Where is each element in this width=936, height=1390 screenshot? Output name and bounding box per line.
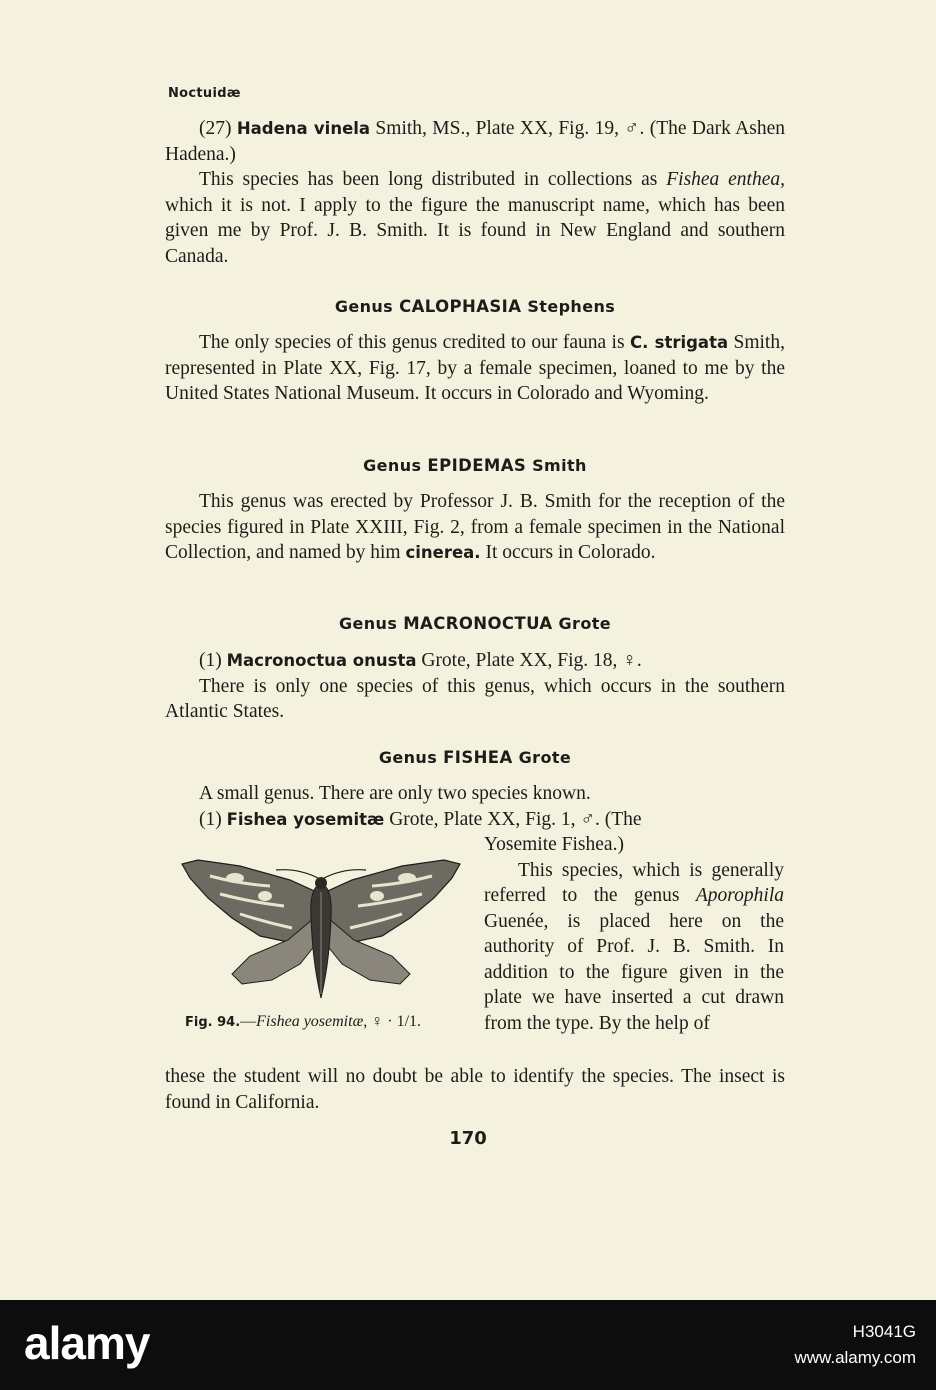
paragraph bbox=[165, 489, 785, 566]
epidemas-paragraph bbox=[165, 489, 785, 566]
species-line bbox=[165, 116, 785, 167]
paragraph bbox=[165, 330, 785, 407]
footer-url[interactable]: www.alamy.com bbox=[794, 1348, 916, 1367]
side-paragraph bbox=[484, 858, 784, 1037]
genus-name: MACRONOCTUA bbox=[403, 614, 553, 633]
text-run: which it is not. I apply to the figure the manuscript name, which has been given me by Prof. J. B. Smith. It is found in New England and southern Canada. bbox=[165, 194, 785, 267]
text-run: This genus was erected by Professor J. B. Smith for the reception of the species figured in Plate XXIII, Fig. 2, from a female specimen in the National Collection, and named by him bbox=[165, 491, 785, 563]
species-name: Macronoctua onusta bbox=[226, 651, 417, 670]
entry-number: (1) bbox=[199, 808, 227, 830]
figure-label: Fig. 94. bbox=[185, 1015, 241, 1030]
figure-caption bbox=[185, 1013, 421, 1031]
heading-word: Genus bbox=[363, 456, 428, 475]
heading-author: Grote bbox=[552, 614, 612, 633]
caption-dash: — bbox=[240, 1013, 257, 1030]
species-name: Hadena vinela bbox=[236, 119, 371, 138]
paragraph bbox=[165, 167, 785, 269]
heading-word: Genus bbox=[334, 297, 400, 316]
alamy-logo[interactable]: alamy bbox=[24, 1317, 150, 1369]
side-column-text bbox=[484, 832, 784, 1036]
fishea-entry bbox=[165, 781, 785, 832]
species-ref: Smith, MS., Plate XX, Fig. 19, ♂. (The Dark Ashen Hadena.) bbox=[165, 118, 785, 165]
genus-name: CALOPHASIA bbox=[399, 297, 522, 316]
species-name: cinerea. bbox=[405, 543, 481, 562]
heading-word: Genus bbox=[338, 614, 404, 633]
entry-number: (1) bbox=[199, 650, 227, 671]
species-ref: Grote, Plate XX, Fig. 1, ♂. (The bbox=[384, 808, 642, 830]
text-run: Guenée, is placed here on the authority of Prof. J. B. Smith. In addition to the figure given in the plate we have inserted a cut drawn from the type. By the help of bbox=[484, 910, 784, 1034]
watermark-footer bbox=[0, 1300, 936, 1390]
calophasia-paragraph bbox=[165, 330, 785, 407]
genus-name: EPIDEMAS bbox=[427, 456, 527, 475]
species-name: Fishea yosemitæ bbox=[226, 809, 385, 829]
text-run: The only species of this genus credited to our fauna is bbox=[199, 332, 630, 353]
closing-paragraph bbox=[165, 1064, 785, 1115]
heading-author: Smith bbox=[526, 456, 587, 475]
genus-heading-macronoctua bbox=[165, 614, 785, 633]
species-line bbox=[165, 807, 785, 833]
running-head: Noctuidæ bbox=[168, 86, 241, 101]
heading-word: Genus bbox=[378, 748, 444, 767]
paragraph: these the student will no doubt be able to identify the species. The insect is found in California. bbox=[165, 1066, 785, 1113]
genus-name: FISHEA bbox=[443, 748, 513, 767]
moth-illustration bbox=[180, 856, 462, 1001]
species-name: C. strigata bbox=[629, 333, 729, 352]
entry-number: (27) bbox=[199, 118, 237, 139]
species-line bbox=[165, 648, 785, 674]
genus-heading-epidemas bbox=[165, 456, 785, 475]
species-ref: Grote, Plate XX, Fig. 18, ♀. bbox=[416, 650, 642, 671]
page-number: 170 bbox=[449, 1128, 487, 1149]
text-run: Smith, represented in Plate XX, Fig. 17, by a female specimen, loaned to me by the United States National Museum. It occurs in Colorado and Wyoming. bbox=[165, 332, 785, 404]
hadena-vinela-entry bbox=[165, 116, 785, 269]
italic-name: Fishea enthea, bbox=[666, 169, 785, 190]
genus-heading-fishea bbox=[165, 748, 785, 767]
text-run: It occurs in Colorado. bbox=[480, 542, 656, 563]
caption-scale: ♀ · 1/1. bbox=[367, 1013, 422, 1030]
paragraph: A small genus. There are only two species known. bbox=[199, 783, 591, 804]
text-run: This species has been long distributed in collections as bbox=[199, 169, 667, 190]
heading-author: Stephens bbox=[521, 297, 616, 316]
side-line: Yosemite Fishea.) bbox=[484, 834, 624, 855]
caption-species: Fishea yosemitæ, bbox=[256, 1013, 368, 1030]
paragraph: There is only one species of this genus, which occurs in the southern Atlantic States. bbox=[165, 675, 785, 722]
macronoctua-entry bbox=[165, 648, 785, 725]
italic-name: Aporophila bbox=[695, 885, 784, 906]
image-id: H3041G bbox=[852, 1322, 916, 1341]
heading-author: Grote bbox=[512, 748, 572, 767]
text-run: This species, which is generally referred to the genus bbox=[484, 859, 784, 906]
genus-heading-calophasia bbox=[165, 297, 785, 316]
